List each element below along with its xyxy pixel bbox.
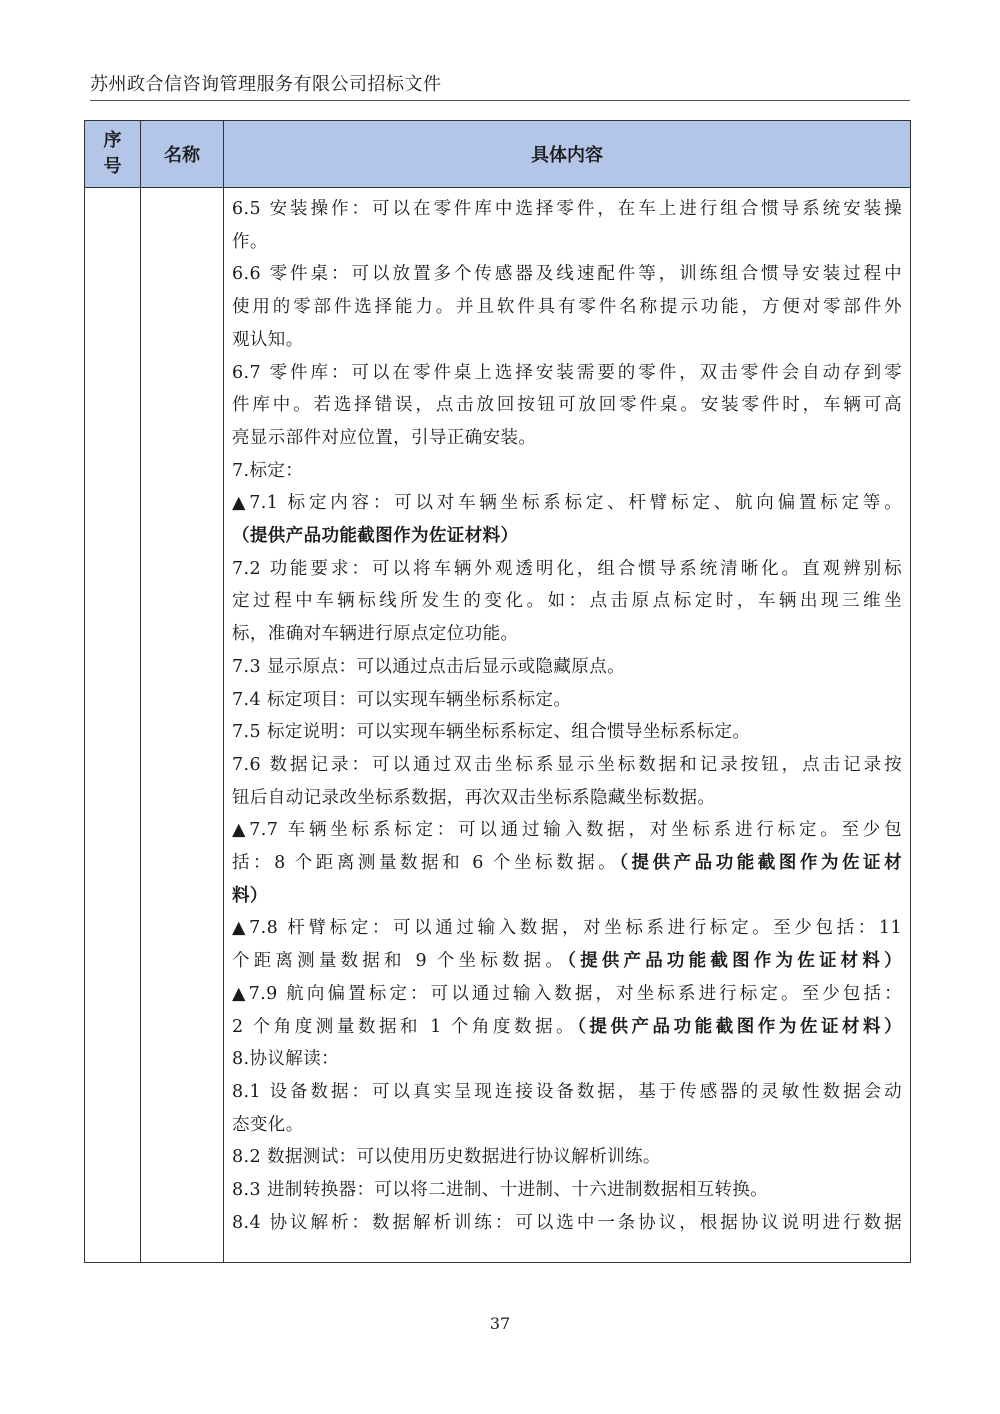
column-header-seq <box>85 121 141 188</box>
content-text: 7.标定： <box>232 460 304 481</box>
content-text: ▲7.9 航向偏置标定：可以通过输入数据，对坐标系进行标定。至少包括： <box>232 983 902 1004</box>
content-cell <box>224 188 911 1263</box>
content-text: 钮后自动记录改坐标系数据，再次双击坐标系隐藏坐标数据。 <box>232 787 716 808</box>
header-divider <box>90 100 910 101</box>
content-text: ▲7.1 标定内容：可以对车辆坐标系标定、杆臂标定、航向偏置标定等。 <box>232 493 902 514</box>
content-line <box>232 945 902 978</box>
content-line <box>232 684 902 717</box>
column-header-content: 具体内容 <box>224 121 911 188</box>
content-line <box>232 389 902 422</box>
content-line <box>232 585 902 618</box>
content-text: 观认知。 <box>232 329 304 350</box>
content-text: 括：8 个距离测量数据和 6 个坐标数据。 <box>232 853 620 874</box>
seq-cell <box>85 188 141 1263</box>
content-line <box>232 226 902 259</box>
content-line <box>232 912 902 945</box>
content-line <box>232 193 902 226</box>
content-text: 标，准确对车辆进行原点定位功能。 <box>232 624 519 645</box>
column-header-name: 名称 <box>141 121 224 188</box>
content-line <box>232 847 902 880</box>
name-cell <box>141 188 224 1263</box>
content-line <box>232 1109 902 1142</box>
content-text: 使用的零部件选择能力。并且软件具有零件名称提示功能，方便对零部件外 <box>232 297 902 318</box>
evidence-note: （提供产品功能截图作为佐证材 <box>619 853 902 874</box>
content-text: 8.4 协议解析：数据解析训练：可以选中一条协议，根据协议说明进行数据 <box>232 1212 902 1233</box>
content-text: ▲7.7 车辆坐标系标定：可以通过输入数据，对坐标系进行标定。至少包 <box>232 820 902 841</box>
content-line <box>232 1141 902 1174</box>
content-text: 7.5 标定说明：可以实现车辆坐标系标定、组合惯导坐标系标定。 <box>232 722 751 743</box>
content-text: 亮显示部件对应位置，引导正确安装。 <box>232 427 537 448</box>
content-text: 作。 <box>232 231 268 252</box>
specification-table <box>84 120 911 1263</box>
content-text: 7.4 标定项目：可以实现车辆坐标系标定。 <box>232 689 572 710</box>
content-line <box>232 520 902 553</box>
content-line <box>232 357 902 390</box>
page-number: 37 <box>489 1314 511 1333</box>
content-text: 7.2 功能要求：可以将车辆外观透明化，组合惯导系统清晰化。直观辨别标 <box>232 558 902 579</box>
table-row <box>85 188 911 1263</box>
content-line <box>232 716 902 749</box>
content-line <box>232 1076 902 1109</box>
column-header-seq-label: 序 号 <box>103 130 122 177</box>
evidence-note: （提供产品功能截图作为佐证材料） <box>567 951 902 972</box>
table-header-row <box>85 121 911 188</box>
content-text: 件库中。若选择错误，点击放回按钮可放回零件桌。安装零件时，车辆可高 <box>232 395 902 416</box>
content-line <box>232 880 902 913</box>
content-line <box>232 618 902 651</box>
content-text: 态变化。 <box>232 1114 304 1135</box>
content-line <box>232 749 902 782</box>
content-text: 个距离测量数据和 9 个坐标数据。 <box>232 951 568 972</box>
content-text: 7.3 显示原点：可以通过点击后显示或隐藏原点。 <box>232 656 625 677</box>
content-line <box>232 1011 902 1044</box>
content-line <box>232 814 902 847</box>
content-text: 8.协议解读： <box>232 1049 339 1070</box>
content-line <box>232 258 902 291</box>
content-line <box>232 978 902 1011</box>
content-text: 定过程中车辆标线所发生的变化。如：点击原点标定时，车辆出现三维坐 <box>232 591 902 612</box>
content-text: ▲7.8 杆臂标定：可以通过输入数据，对坐标系进行标定。至少包括：11 <box>232 918 902 939</box>
content-line <box>232 553 902 586</box>
content-line <box>232 422 902 455</box>
content-line <box>232 324 902 357</box>
evidence-note: （提供产品功能截图作为佐证材料） <box>232 526 519 547</box>
content-line <box>232 651 902 684</box>
content-text: 7.6 数据记录：可以通过双击坐标系显示坐标数据和记录按钮，点击记录按 <box>232 754 902 775</box>
content-text: 8.1 设备数据：可以真实呈现连接设备数据，基于传感器的灵敏性数据会动 <box>232 1081 902 1102</box>
content-line <box>232 782 902 815</box>
evidence-note: （提供产品功能截图作为佐证材料） <box>577 1016 902 1037</box>
content-line <box>232 1207 902 1240</box>
content-text: 2 个角度测量数据和 1 个角度数据。 <box>232 1016 578 1037</box>
evidence-note: 料） <box>232 885 268 906</box>
content-line <box>232 455 902 488</box>
content-text: 8.3 进制转换器：可以将二进制、十进制、十六进制数据相互转换。 <box>232 1180 769 1201</box>
content-text: 8.2 数据测试：可以使用历史数据进行协议解析训练。 <box>232 1147 661 1168</box>
content-text: 6.5 安装操作：可以在零件库中选择零件，在车上进行组合惯导系统安装操 <box>232 199 902 219</box>
document-header-title: 苏州政合信咨询管理服务有限公司招标文件 <box>90 74 442 95</box>
content-text: 6.6 零件桌：可以放置多个传感器及线速配件等，训练组合惯导安装过程中 <box>232 264 902 285</box>
content-text: 6.7 零件库：可以在零件桌上选择安装需要的零件，双击零件会自动存到零 <box>232 362 902 383</box>
content-line <box>232 291 902 324</box>
content-line <box>232 487 902 520</box>
content-line <box>232 1043 902 1076</box>
content-line <box>232 1174 902 1207</box>
